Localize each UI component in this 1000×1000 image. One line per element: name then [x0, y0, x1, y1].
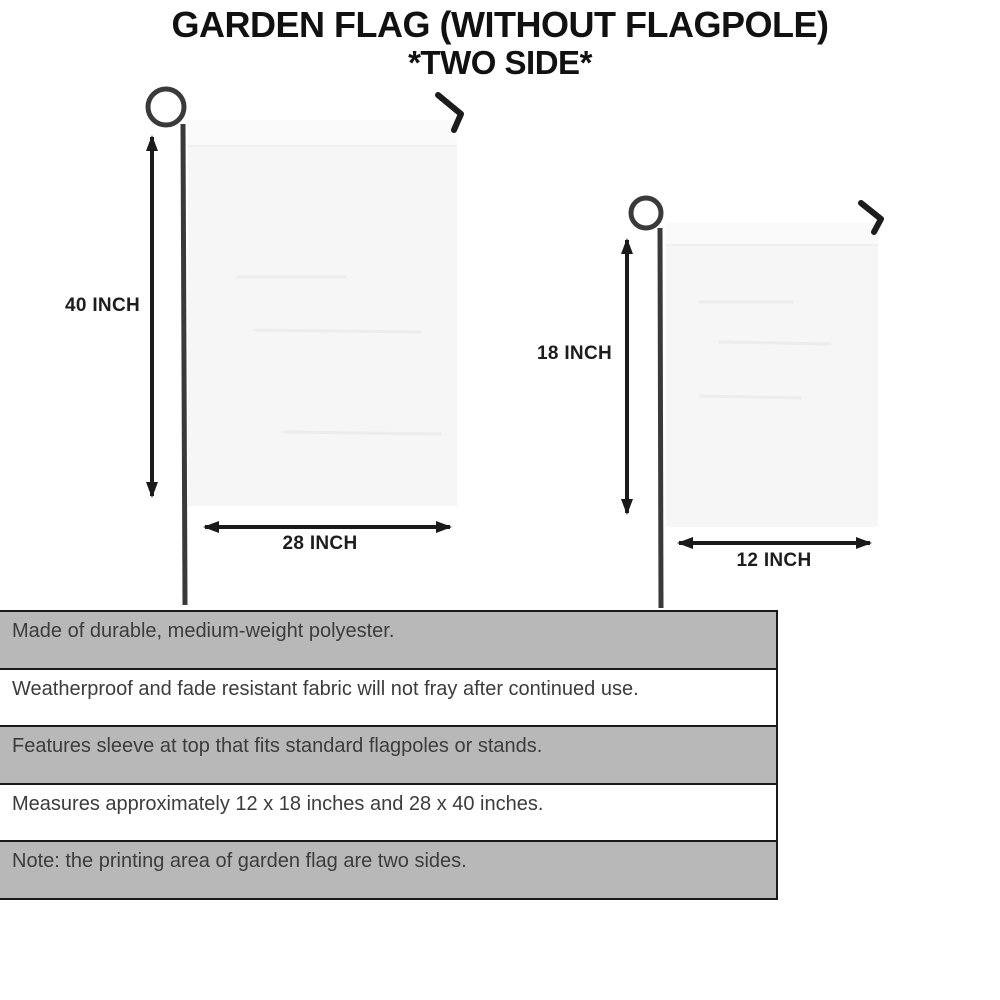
small-flag [666, 223, 878, 527]
features-table [0, 610, 778, 900]
large-flagpole [183, 124, 185, 605]
small-flag-assembly [627, 198, 881, 608]
large-flag-sleeve [188, 120, 457, 146]
feature-row-4 [0, 783, 776, 841]
title-line-1: GARDEN FLAG (WITHOUT FLAGPOLE) [171, 4, 829, 45]
feature-row-5 [0, 840, 776, 898]
feature-row-1 [0, 612, 776, 668]
feature-text: Measures approximately 12 x 18 inches and 28 x 40 inches. [12, 792, 544, 815]
large-flagpole-loop [148, 89, 184, 125]
small-flag-sleeve [666, 223, 878, 245]
feature-row-2 [0, 668, 776, 726]
small-flag-width-label: 12 INCH [736, 550, 812, 571]
feature-text: Note: the printing area of garden flag are two sides. [12, 850, 467, 873]
large-flag-width-label: 28 INCH [282, 533, 358, 554]
feature-text: Weatherproof and fade resistant fabric will not fray after continued use. [12, 677, 639, 700]
small-flag-height-label: 18 INCH [537, 343, 612, 364]
feature-row-3 [0, 725, 776, 783]
large-flag-assembly [148, 89, 461, 605]
title-line-2: *TWO SIDE* [408, 43, 592, 81]
feature-text: Features sleeve at top that fits standard flagpoles or stands. [12, 735, 543, 758]
small-flagpole [660, 228, 661, 608]
large-flag [188, 120, 457, 506]
large-flag-height-label: 40 INCH [65, 295, 140, 316]
small-flagpole-loop [631, 198, 661, 228]
feature-text: Made of durable, medium-weight polyester. [12, 620, 395, 642]
